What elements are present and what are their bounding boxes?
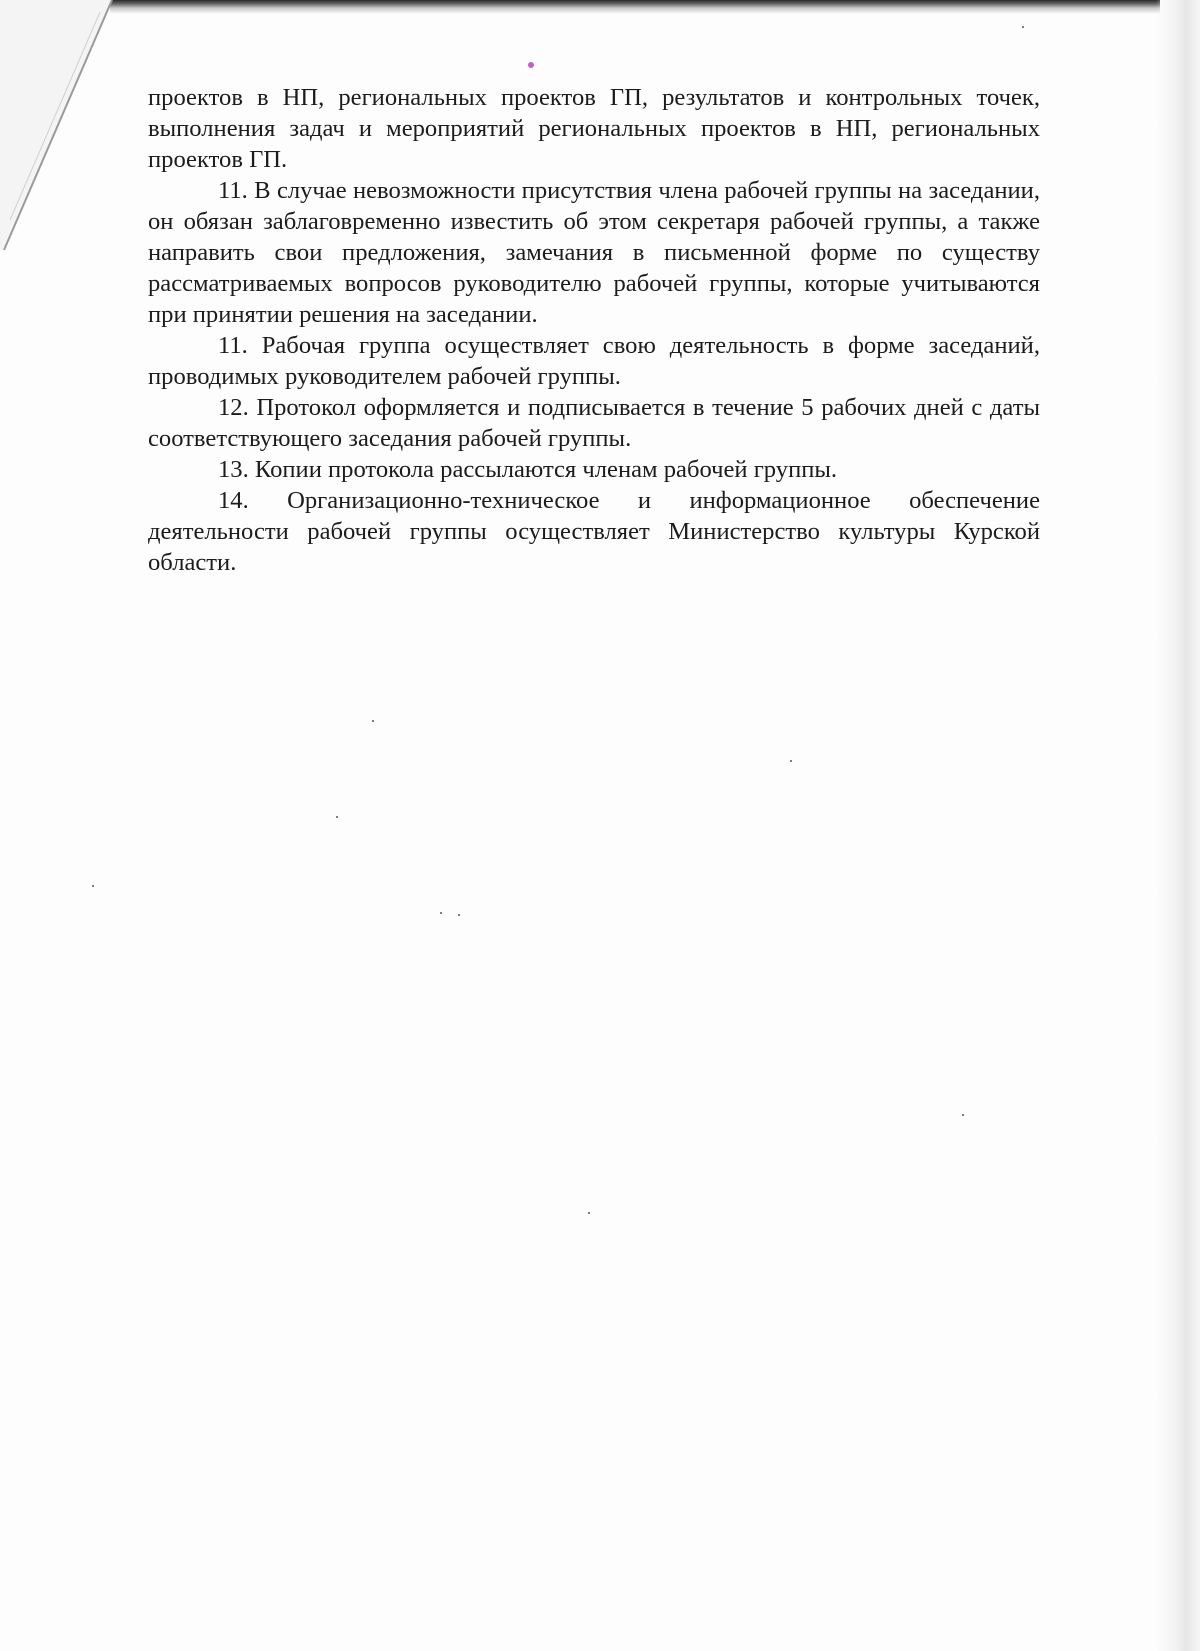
scan-top-edge xyxy=(110,0,1160,14)
dust-speck xyxy=(336,816,338,818)
document-body xyxy=(148,82,1040,578)
dust-speck xyxy=(440,912,442,914)
paragraph-continuation: проектов в НП, региональных проектов ГП, результатов и контрольных точек, выполнения задач и мероприятий региональных проектов в НП, региональных проектов ГП. xyxy=(148,84,1040,173)
dust-speck xyxy=(92,885,94,887)
paragraph-item-13: 13. Копии протокола рассылаются членам рабочей группы. xyxy=(218,456,838,483)
paragraph-item-14: 14. Организационно-техническое и информационное обеспечение деятельности рабочей группы осуществляет Министерство культуры Курской области. xyxy=(148,487,1040,576)
paragraph-item-12: 12. Протокол оформляется и подписывается в течение 5 рабочих дней с даты соответствующего заседания рабочей группы. xyxy=(148,394,1040,452)
dust-speck xyxy=(962,1114,964,1116)
dust-speck xyxy=(1022,26,1024,28)
scan-left-fold xyxy=(0,0,120,260)
paragraph-item-11-meetings: 11. Рабочая группа осуществляет свою деятельность в форме заседаний, проводимых руководителем рабочей группы. xyxy=(148,332,1040,390)
dust-speck xyxy=(458,914,460,916)
ink-speck xyxy=(528,62,534,68)
dust-speck xyxy=(588,1212,590,1214)
dust-speck xyxy=(790,760,792,762)
paragraph-item-11-absence: 11. В случае невозможности присутствия члена рабочей группы на заседании, он обязан заблаговременно известить об этом секретаря рабочей группы, а также направить свои предложения, замечания в письменной форме по существу рассматриваемых вопросов руководителю рабочей группы, которые учитываются при принятии решения на заседании. xyxy=(148,177,1040,328)
dust-speck xyxy=(372,720,374,722)
scan-right-edge xyxy=(1156,0,1200,1651)
